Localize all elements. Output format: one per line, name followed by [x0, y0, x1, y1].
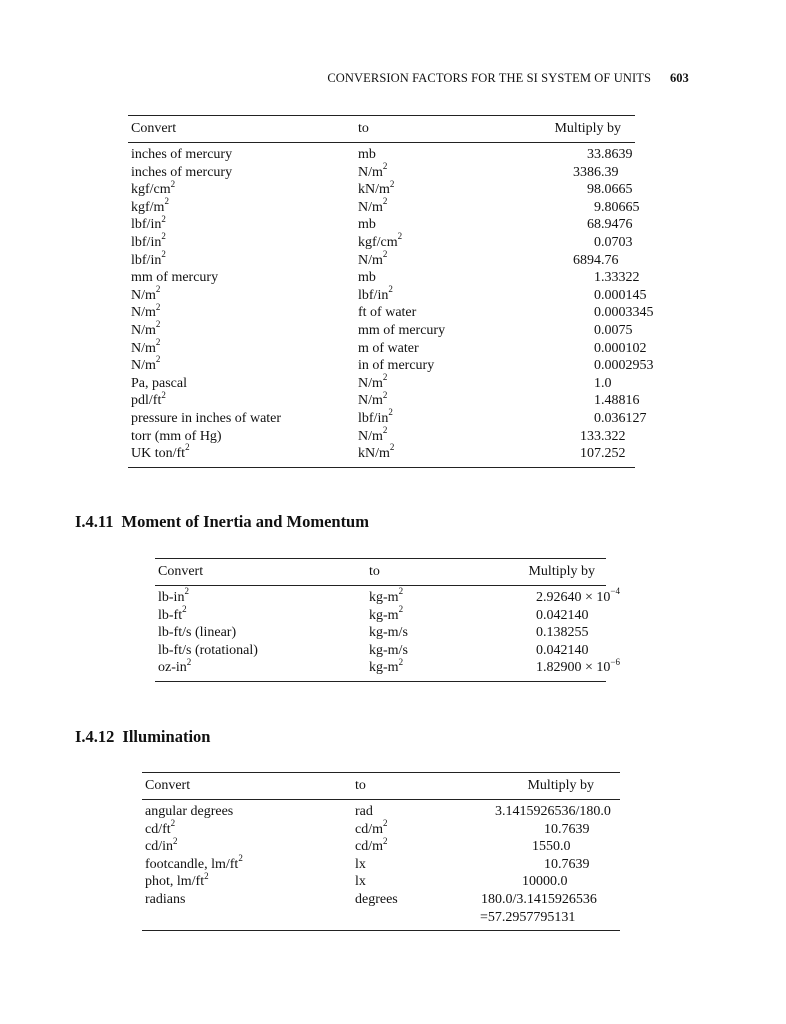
header-convert: Convert [131, 121, 177, 136]
table-body [128, 146, 654, 463]
cell-multiply-by: 3386.39 [573, 164, 619, 180]
cell-multiply-by: 0.0703 [594, 234, 633, 250]
cell-to: mb [358, 270, 376, 286]
table-row [142, 817, 620, 839]
section-title: Moment of Inertia and Momentum [121, 512, 369, 531]
table-header-rule [142, 799, 620, 800]
table-row [128, 196, 640, 217]
cell-to: ft of water [358, 305, 417, 321]
cell-convert: Pa, pascal [131, 375, 187, 391]
table-header-row [155, 559, 606, 585]
cell-convert: $N/m^2$ [131, 336, 161, 356]
cell-multiply-by: 180.0/3.1415926536 [481, 891, 597, 907]
cell-multiply-by: 1.33322 [594, 270, 640, 286]
cell-multiply-by: 0.0003345 [594, 305, 654, 321]
table-row [128, 389, 640, 410]
cell-multiply-by: 0.036127 [594, 410, 647, 426]
table-header-rule [128, 142, 635, 143]
header-to: to [369, 564, 380, 579]
cell-convert: $cd/in^2$ [145, 835, 178, 855]
table-body [142, 803, 620, 926]
header-multiply-by: Multiply by [528, 564, 595, 579]
cell-multiply-by: 0.042140 [536, 642, 589, 658]
cell-to: lbf/$in^2$ [358, 407, 393, 426]
cell-to: mb [358, 217, 376, 233]
cell-convert: pdl/$ft^2$ [131, 389, 166, 409]
page-number: 603 [670, 71, 689, 85]
cell-multiply-by: 0.138255 [536, 625, 589, 641]
cell-convert: torr (mm of Hg) [131, 428, 222, 444]
cell-to: $N/m^2$ [358, 424, 388, 444]
table-row [128, 248, 635, 270]
table-bottom-rule [128, 467, 635, 468]
cell-to: mb [358, 147, 376, 162]
cell-multiply-by: 107.252 [580, 446, 626, 462]
cell-convert: $N/m^2$ [131, 319, 161, 338]
table-header-row [142, 773, 620, 799]
cell-convert: radians [145, 891, 186, 907]
table-row [128, 319, 635, 340]
cell-multiply-by: 9.80665 [594, 199, 640, 215]
table-row [128, 284, 647, 305]
cell-multiply-by: 68.9476 [587, 217, 633, 233]
cell-to: $cd/m^2$ [355, 835, 388, 855]
cell-to: $kg-m^2$ [369, 586, 404, 605]
header-to: to [355, 778, 366, 793]
cell-convert: $oz-in^2$ [158, 656, 192, 676]
cell-convert: footcandle, $lm/ft^2$ [145, 853, 243, 872]
table-bottom-rule [155, 681, 606, 682]
cell-convert: lb-ft/s (rotational) [158, 642, 258, 658]
table-row [128, 269, 640, 287]
table-row [155, 656, 620, 677]
header-multiply-by: Multiply by [527, 778, 594, 793]
cell-convert: mm of mercury [131, 270, 219, 286]
cell-multiply-by: 0.0002953 [594, 358, 654, 374]
table-row [128, 407, 647, 428]
cell-convert: $N/m^2$ [131, 301, 161, 321]
table-row [142, 909, 620, 927]
cell-to: $kN/m^2$ [358, 178, 395, 198]
table-row [128, 213, 635, 234]
cell-convert: angular degrees [145, 804, 234, 819]
cell-convert: phot, $lm/ft^2$ [145, 870, 209, 890]
cell-to: $kN/m^2$ [358, 442, 395, 462]
cell-to: $N/m^2$ [358, 160, 388, 180]
cell-convert: UK ton/$ft^2$ [131, 442, 190, 462]
cell-multiply-by: 33.8639 [587, 147, 633, 162]
cell-convert: $lb-in^2$ [158, 586, 189, 605]
running-title: CONVERSION FACTORS FOR THE SI SYSTEM OF UNITS [327, 71, 651, 85]
cell-convert: inches of mercury [131, 164, 233, 180]
cell-multiply-by: 10.7639 [544, 821, 590, 837]
cell-convert: lbf/$in^2$ [131, 248, 166, 268]
cell-convert: lb-ft/s (linear) [158, 625, 237, 641]
table-header-row [128, 116, 635, 142]
cell-convert: lbf/$in^2$ [131, 231, 166, 250]
cell-convert: $lb-ft^2$ [158, 603, 187, 623]
cell-multiply-by: 0.0075 [594, 322, 633, 338]
cell-to: kg-m/s [369, 642, 408, 658]
cell-to: $cd/m^2$ [355, 817, 388, 837]
cell-to: in of mercury [358, 358, 435, 374]
table-row [142, 870, 620, 891]
pressure-conversion-table [128, 115, 654, 468]
cell-convert: kgf/$m^2$ [131, 196, 169, 215]
cell-convert: $N/m^2$ [131, 354, 161, 374]
cell-to: $kg-m^2$ [369, 603, 404, 623]
cell-multiply-by: 98.0665 [587, 182, 633, 198]
table-row [128, 336, 647, 358]
cell-convert: $cd/ft^2$ [145, 817, 176, 837]
cell-multiply-by: =57.2957795131 [480, 909, 576, 925]
cell-convert: $N/m^2$ [131, 284, 161, 303]
table-row [128, 231, 635, 252]
cell-to: lx [355, 874, 366, 890]
section-title: Illumination [122, 727, 211, 746]
cell-to: $N/m^2$ [358, 248, 388, 268]
cell-to: $N/m^2$ [358, 372, 388, 391]
cell-to: kgf/$cm^2$ [358, 231, 403, 250]
table-row [128, 442, 635, 463]
illumination-conversion-table [142, 772, 620, 931]
table-row [155, 586, 620, 607]
table-row [128, 178, 635, 199]
cell-multiply-by: 0.042140 [536, 607, 589, 623]
table-row [128, 354, 654, 375]
table-row [128, 424, 635, 446]
table-row [128, 301, 654, 322]
cell-to: $N/m^2$ [358, 389, 388, 409]
table-row [128, 372, 635, 393]
cell-to: $N/m^2$ [358, 196, 388, 215]
table-row [155, 603, 606, 625]
cell-multiply-by: 0.000145 [594, 287, 647, 303]
table-row [142, 891, 620, 909]
cell-multiply-by: 1.0 [594, 375, 612, 391]
table-row [142, 853, 620, 874]
section-heading-illumination [75, 727, 210, 747]
cell-multiply-by: 3.1415926536/180.0 [495, 804, 611, 819]
section-number: I.4.11 [75, 512, 114, 531]
table-header-rule [155, 585, 606, 586]
table-row [142, 835, 620, 856]
table-row [155, 624, 606, 642]
cell-multiply-by: 133.322 [580, 428, 626, 444]
table-row [128, 146, 635, 164]
cell-to: kg-m/s [369, 625, 408, 641]
cell-to: m of water [358, 340, 419, 356]
cell-to: rad [355, 804, 373, 819]
cell-to: degrees [355, 891, 398, 907]
cell-multiply-by: 0.000102 [594, 340, 647, 356]
table-row [155, 642, 606, 660]
cell-convert: kgf/$cm^2$ [131, 178, 176, 198]
cell-convert: pressure in inches of water [131, 410, 282, 426]
header-convert: Convert [158, 564, 204, 579]
running-header [0, 71, 786, 89]
cell-to: $kg-m^2$ [369, 656, 404, 676]
cell-multiply-by: 1550.0 [532, 839, 571, 855]
section-heading-inertia [75, 512, 369, 532]
header-multiply-by: Multiply by [554, 121, 621, 136]
table-bottom-rule [142, 930, 620, 931]
table-row [128, 160, 635, 182]
cell-multiply-by: 10.7639 [544, 856, 590, 872]
table-row [142, 803, 620, 821]
cell-to: lbf/$in^2$ [358, 284, 393, 303]
cell-convert: inches of mercury [131, 147, 233, 162]
cell-multiply-by: 10000.0 [522, 874, 568, 890]
header-to: to [358, 121, 369, 136]
cell-multiply-by: $2.92640 \times 10^{-4}$ [536, 586, 620, 605]
cell-multiply-by: $1.82900 \times 10^{-6}$ [536, 656, 620, 676]
cell-to: mm of mercury [358, 322, 446, 338]
section-number: I.4.12 [75, 727, 115, 746]
inertia-conversion-table [155, 558, 620, 682]
cell-to: lx [355, 856, 366, 872]
cell-multiply-by: 6894.76 [573, 252, 619, 268]
header-convert: Convert [145, 778, 191, 793]
cell-convert: lbf/$in^2$ [131, 213, 166, 233]
table-body [155, 586, 620, 677]
cell-multiply-by: 1.48816 [594, 393, 640, 409]
